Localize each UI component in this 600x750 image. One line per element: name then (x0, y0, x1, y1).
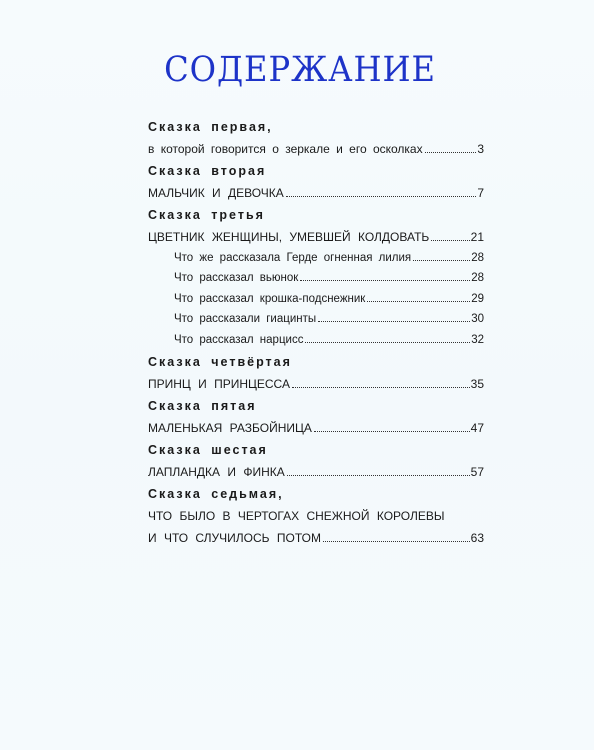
toc-entry[interactable] (148, 418, 484, 438)
toc-entry[interactable] (148, 227, 484, 247)
leader-dots (367, 301, 470, 302)
toc-entry-page: 7 (477, 186, 484, 200)
toc-subentry[interactable] (148, 309, 484, 329)
toc-subentry-title: Что рассказал вьюнок (174, 272, 299, 284)
section-heading-2: Сказка вторая (148, 164, 267, 178)
toc-entry-page: 21 (470, 230, 484, 244)
toc-subentry-page: 29 (471, 292, 484, 305)
toc-entry-title: ЧТО БЫЛО В ЧЕРТОГАХ СНЕЖНОЙ КОРОЛЕВЫ (148, 508, 445, 523)
toc-entry[interactable] (148, 183, 484, 203)
leader-dots (292, 387, 470, 388)
toc-subentry-page: 28 (471, 272, 484, 284)
toc-entry-page: 57 (470, 464, 484, 479)
leader-dots (300, 280, 470, 281)
toc-entry-title: МАЛЬЧИК И ДЕВОЧКА (148, 186, 284, 200)
leader-dots (305, 342, 470, 343)
toc-subentry[interactable] (148, 268, 484, 288)
leader-dots (287, 475, 470, 476)
table-of-contents (148, 117, 484, 548)
toc-entry-title: ПРИНЦ И ПРИНЦЕССА (148, 376, 290, 391)
toc-subentry-title: Что рассказал крошка-подснежник (174, 292, 366, 305)
section-heading-3: Сказка третья (148, 208, 265, 222)
toc-subentry-page: 28 (471, 251, 484, 264)
toc-entry[interactable] (148, 462, 484, 482)
toc-entry-title: ЦВЕТНИК ЖЕНЩИНЫ, УМЕВШЕЙ КОЛДОВАТЬ (148, 230, 430, 244)
toc-subentry[interactable] (148, 330, 484, 350)
toc-entry-page: 3 (477, 142, 484, 156)
leader-dots (323, 541, 470, 542)
section-heading-6: Сказка шестая (148, 442, 268, 457)
toc-subentry-page: 30 (471, 313, 484, 325)
section-heading-5: Сказка пятая (148, 398, 257, 413)
leader-dots (314, 431, 470, 432)
page-title: СОДЕРЖАНИЕ (164, 50, 436, 90)
toc-entry-page: 63 (470, 530, 484, 545)
toc-entry-page: 35 (470, 376, 484, 391)
toc-entry-page: 47 (470, 420, 484, 435)
section-heading-4: Сказка четвёртая (148, 354, 292, 369)
toc-entry[interactable] (148, 139, 484, 159)
leader-dots (318, 321, 470, 322)
page-edge (594, 0, 600, 750)
toc-entry-title: МАЛЕНЬКАЯ РАЗБОЙНИЦА (148, 420, 312, 435)
toc-entry[interactable] (148, 528, 484, 548)
toc-subentry[interactable] (148, 289, 484, 309)
toc-subentry-title: Что же рассказала Герде огненная лилия (174, 251, 412, 264)
toc-entry-title: ЛАПЛАНДКА И ФИНКА (148, 464, 285, 479)
toc-subentry-title: Что рассказали гиацинты (174, 313, 317, 325)
section-heading-7: Сказка седьмая, (148, 486, 284, 501)
toc-subentry-title: Что рассказал нарцисс (174, 333, 304, 346)
section-heading-1: Сказка первая, (148, 120, 273, 134)
leader-dots (425, 152, 477, 153)
leader-dots (413, 260, 470, 261)
toc-subentry-page: 32 (471, 333, 484, 346)
toc-entry-line[interactable] (148, 506, 484, 526)
toc-entry-title: в которой говорится о зеркале и его осколках (148, 142, 423, 156)
toc-subentry[interactable] (148, 248, 484, 268)
toc-entry[interactable] (148, 374, 484, 394)
leader-dots (431, 240, 469, 241)
toc-entry-title: И ЧТО СЛУЧИЛОСЬ ПОТОМ (148, 530, 321, 545)
leader-dots (286, 196, 477, 197)
